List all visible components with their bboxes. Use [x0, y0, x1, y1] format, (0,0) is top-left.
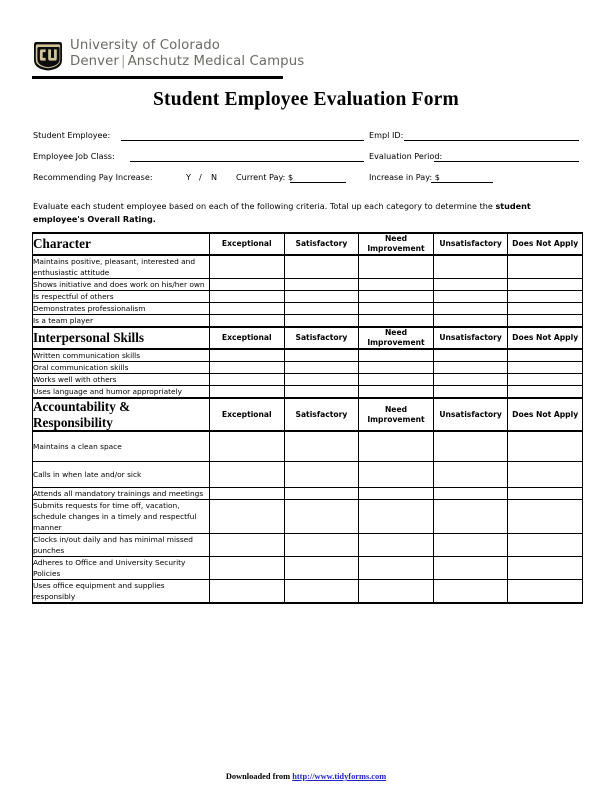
section-header-row: [33, 233, 583, 255]
table-row: [33, 349, 583, 362]
rating-cell-satisfactory[interactable]: [284, 315, 359, 328]
empl-id-label: Empl ID:: [369, 130, 404, 140]
rating-cell-need-improvement[interactable]: [359, 315, 434, 328]
rating-cell-need-improvement[interactable]: [359, 279, 434, 291]
rating-cell-does-not-apply[interactable]: [508, 255, 583, 279]
rating-cell-need-improvement[interactable]: [359, 431, 434, 462]
rating-cell-satisfactory[interactable]: [284, 303, 359, 315]
instructions-line2: student employee's Overall Rating.: [33, 201, 531, 224]
rating-cell-need-improvement[interactable]: [359, 557, 434, 580]
column-header-need-improvement: Need Improvement: [359, 327, 434, 349]
column-header-unsatisfactory: Unsatisfactory: [433, 398, 508, 431]
pay-increase-yes-option[interactable]: Y: [186, 172, 191, 182]
criterion-label: Shows initiative and does work on his/her own: [33, 279, 210, 291]
rating-cell-does-not-apply[interactable]: [508, 580, 583, 604]
pay-increase-no-option[interactable]: N: [211, 172, 218, 182]
rating-cell-does-not-apply[interactable]: [508, 374, 583, 386]
student-employee-input[interactable]: [121, 140, 364, 141]
rating-cell-satisfactory[interactable]: [284, 500, 359, 534]
header-divider: [32, 76, 283, 79]
field-row-3: [33, 170, 579, 191]
rating-cell-unsatisfactory[interactable]: [433, 580, 508, 604]
rating-cell-unsatisfactory[interactable]: [433, 279, 508, 291]
rating-cell-satisfactory[interactable]: [284, 431, 359, 462]
table-row: [33, 279, 583, 291]
criterion-label: Calls in when late and/or sick: [33, 462, 210, 488]
instructions: [33, 200, 581, 226]
table-row: [33, 488, 583, 500]
rating-cell-does-not-apply[interactable]: [508, 557, 583, 580]
column-header-does-not-apply: Does Not Apply: [508, 398, 583, 431]
recommending-pay-label: Recommending Pay Increase:: [33, 172, 153, 182]
criterion-label: Oral communication skills: [33, 362, 210, 374]
table-row: [33, 362, 583, 374]
student-employee-label: Student Employee:: [33, 130, 111, 140]
rating-cell-exceptional[interactable]: [210, 303, 285, 315]
rating-cell-does-not-apply[interactable]: [508, 315, 583, 328]
rating-cell-exceptional[interactable]: [210, 291, 285, 303]
column-header-need-improvement: Need Improvement: [359, 398, 434, 431]
rating-cell-does-not-apply[interactable]: [508, 462, 583, 488]
column-header-satisfactory: Satisfactory: [284, 327, 359, 349]
rating-cell-need-improvement[interactable]: [359, 291, 434, 303]
rating-cell-need-improvement[interactable]: [359, 362, 434, 374]
rating-cell-satisfactory[interactable]: [284, 349, 359, 362]
rating-cell-exceptional[interactable]: [210, 386, 285, 399]
rating-cell-exceptional[interactable]: [210, 255, 285, 279]
campus-denver: Denver: [70, 53, 119, 69]
table-row: [33, 255, 583, 279]
criterion-label: Demonstrates professionalism: [33, 303, 210, 315]
empl-id-input[interactable]: [404, 140, 579, 141]
column-header-exceptional: Exceptional: [210, 233, 285, 255]
criterion-label: Written communication skills: [33, 349, 210, 362]
university-branding: [32, 38, 332, 78]
rating-cell-exceptional[interactable]: [210, 431, 285, 462]
rating-cell-unsatisfactory[interactable]: [433, 534, 508, 557]
table-row: [33, 291, 583, 303]
current-pay-input[interactable]: [290, 182, 346, 183]
rating-cell-exceptional[interactable]: [210, 557, 285, 580]
table-row: [33, 386, 583, 399]
column-header-satisfactory: Satisfactory: [284, 233, 359, 255]
table-row: [33, 303, 583, 315]
rating-cell-satisfactory[interactable]: [284, 255, 359, 279]
rating-cell-does-not-apply[interactable]: [508, 500, 583, 534]
table-row: [33, 374, 583, 386]
column-header-unsatisfactory: Unsatisfactory: [433, 233, 508, 255]
rating-cell-unsatisfactory[interactable]: [433, 431, 508, 462]
rating-cell-does-not-apply[interactable]: [508, 279, 583, 291]
instructions-line1: Evaluate each student employee based on each of the following criteria. Total up each category to determine the: [33, 201, 493, 211]
rating-cell-unsatisfactory[interactable]: [433, 349, 508, 362]
rating-cell-unsatisfactory[interactable]: [433, 462, 508, 488]
criterion-label: Is a team player: [33, 315, 210, 328]
rating-cell-satisfactory[interactable]: [284, 557, 359, 580]
criterion-label: Maintains positive, pleasant, interested and enthusiastic attitude: [33, 255, 210, 279]
rating-cell-need-improvement[interactable]: [359, 500, 434, 534]
table-row: [33, 431, 583, 462]
evaluation-period-input[interactable]: [434, 161, 579, 162]
criterion-label: Maintains a clean space: [33, 431, 210, 462]
rating-cell-does-not-apply[interactable]: [508, 291, 583, 303]
university-name-line1: University of Colorado: [70, 38, 220, 53]
rating-cell-exceptional[interactable]: [210, 279, 285, 291]
rating-cell-satisfactory[interactable]: [284, 374, 359, 386]
criterion-label: Submits requests for time off, vacation, schedule changes in a timely and respectful manner: [33, 500, 210, 534]
rating-cell-unsatisfactory[interactable]: [433, 303, 508, 315]
column-header-exceptional: Exceptional: [210, 398, 285, 431]
rating-cell-satisfactory[interactable]: [284, 279, 359, 291]
rating-cell-exceptional[interactable]: [210, 488, 285, 500]
rating-cell-need-improvement[interactable]: [359, 303, 434, 315]
rating-cell-need-improvement[interactable]: [359, 580, 434, 604]
rating-cell-unsatisfactory[interactable]: [433, 386, 508, 399]
university-name-line2: [70, 54, 304, 70]
criterion-label: Clocks in/out daily and has minimal missed punches: [33, 534, 210, 557]
evaluation-period-label: Evaluation Period:: [369, 151, 443, 161]
increase-pay-label: Increase in Pay: $: [369, 172, 440, 182]
section-header-row: [33, 327, 583, 349]
column-header-exceptional: Exceptional: [210, 327, 285, 349]
rating-cell-unsatisfactory[interactable]: [433, 374, 508, 386]
university-name: [70, 38, 304, 69]
job-class-label: Employee Job Class:: [33, 151, 115, 161]
rating-cell-exceptional[interactable]: [210, 500, 285, 534]
column-header-unsatisfactory: Unsatisfactory: [433, 327, 508, 349]
rating-cell-satisfactory[interactable]: [284, 580, 359, 604]
pay-increase-separator: /: [199, 172, 202, 182]
rating-cell-need-improvement[interactable]: [359, 349, 434, 362]
rating-cell-unsatisfactory[interactable]: [433, 255, 508, 279]
footer: [0, 772, 612, 781]
rating-cell-does-not-apply[interactable]: [508, 349, 583, 362]
criterion-label: Is respectful of others: [33, 291, 210, 303]
column-header-does-not-apply: Does Not Apply: [508, 233, 583, 255]
table-row: [33, 462, 583, 488]
rating-cell-unsatisfactory[interactable]: [433, 315, 508, 328]
rating-cell-need-improvement[interactable]: [359, 534, 434, 557]
rating-cell-does-not-apply[interactable]: [508, 303, 583, 315]
rating-cell-exceptional[interactable]: [210, 374, 285, 386]
increase-pay-input[interactable]: [431, 182, 493, 183]
rating-cell-satisfactory[interactable]: [284, 462, 359, 488]
rating-cell-exceptional[interactable]: [210, 534, 285, 557]
table-row: [33, 557, 583, 580]
rating-cell-satisfactory[interactable]: [284, 488, 359, 500]
rating-cell-exceptional[interactable]: [210, 580, 285, 604]
field-row-1: [33, 128, 579, 149]
campus-anschutz: Anschutz Medical Campus: [127, 53, 305, 69]
rating-cell-unsatisfactory[interactable]: [433, 500, 508, 534]
form-fields: [33, 128, 579, 191]
current-pay-label: Current Pay: $: [236, 172, 294, 182]
rating-cell-satisfactory[interactable]: [284, 362, 359, 374]
field-row-2: [33, 149, 579, 170]
rating-cell-does-not-apply[interactable]: [508, 534, 583, 557]
table-row: [33, 534, 583, 557]
rating-cell-unsatisfactory[interactable]: [433, 291, 508, 303]
rating-cell-exceptional[interactable]: [210, 315, 285, 328]
criterion-label: Uses language and humor appropriately: [33, 386, 210, 399]
rating-cell-exceptional[interactable]: [210, 462, 285, 488]
criterion-label: Works well with others: [33, 374, 210, 386]
rating-cell-unsatisfactory[interactable]: [433, 362, 508, 374]
footer-prefix: Downloaded from: [225, 772, 293, 781]
rating-cell-need-improvement[interactable]: [359, 374, 434, 386]
criterion-label: Attends all mandatory trainings and meetings: [33, 488, 210, 500]
rating-cell-exceptional[interactable]: [210, 362, 285, 374]
criterion-label: Uses office equipment and supplies responsibly: [33, 580, 210, 604]
rating-cell-satisfactory[interactable]: [284, 291, 359, 303]
campus-separator: |: [120, 53, 126, 69]
footer-source-link[interactable]: http://www.tidyforms.com: [292, 772, 387, 781]
table-row: [33, 580, 583, 604]
section-title-character: Character: [33, 233, 210, 255]
table-row: [33, 315, 583, 328]
column-header-need-improvement: Need Improvement: [359, 233, 434, 255]
rating-cell-does-not-apply[interactable]: [508, 431, 583, 462]
rating-cell-unsatisfactory[interactable]: [433, 557, 508, 580]
rating-cell-unsatisfactory[interactable]: [433, 488, 508, 500]
evaluation-table: [32, 232, 583, 604]
rating-cell-does-not-apply[interactable]: [508, 386, 583, 399]
cu-shield-icon: [32, 39, 64, 72]
section-title-interpersonal-skills: Interpersonal Skills: [33, 327, 210, 349]
job-class-input[interactable]: [130, 161, 364, 162]
rating-cell-exceptional[interactable]: [210, 349, 285, 362]
rating-cell-satisfactory[interactable]: [284, 386, 359, 399]
column-header-satisfactory: Satisfactory: [284, 398, 359, 431]
rating-cell-need-improvement[interactable]: [359, 255, 434, 279]
rating-cell-satisfactory[interactable]: [284, 534, 359, 557]
criterion-label: Adheres to Office and University Security Policies: [33, 557, 210, 580]
page-title: Student Employee Evaluation Form: [153, 89, 459, 110]
column-header-does-not-apply: Does Not Apply: [508, 327, 583, 349]
rating-cell-need-improvement[interactable]: [359, 488, 434, 500]
rating-cell-need-improvement[interactable]: [359, 386, 434, 399]
rating-cell-does-not-apply[interactable]: [508, 362, 583, 374]
rating-cell-need-improvement[interactable]: [359, 462, 434, 488]
section-title-accountability-responsibility: Accountability & Responsibility: [33, 398, 210, 431]
table-row: [33, 500, 583, 534]
rating-cell-does-not-apply[interactable]: [508, 488, 583, 500]
section-header-row: [33, 398, 583, 431]
